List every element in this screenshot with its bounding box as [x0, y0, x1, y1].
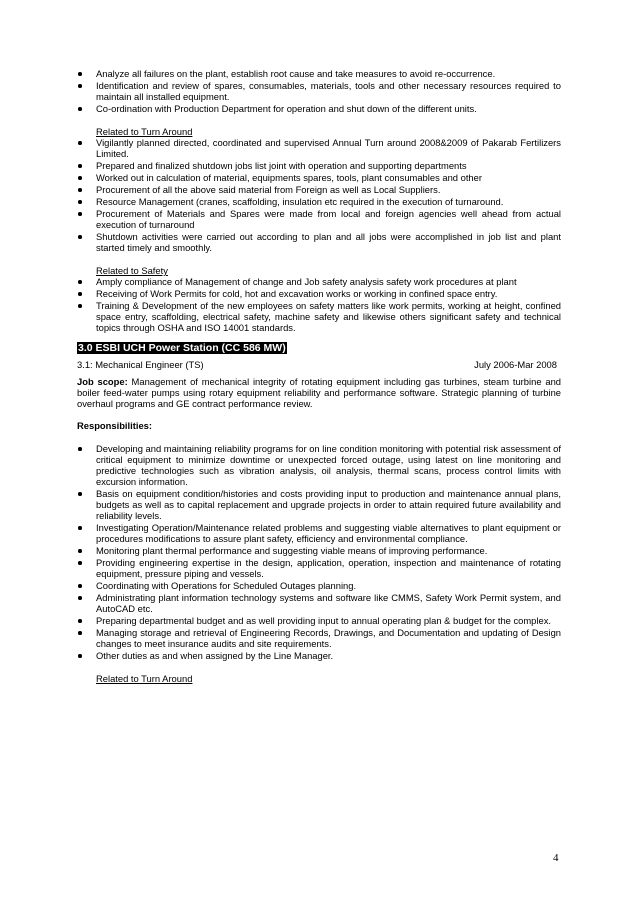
list-item: Investigating Operation/Maintenance related problems and suggesting viable alternatives to plant equipment or procedures modifications to assure plant safety, efficiency and environmental compliance. — [77, 522, 561, 544]
list-item: Co-ordination with Production Department for operation and shut down of the different units. — [77, 103, 561, 114]
list-item: Analyze all failures on the plant, establish root cause and take measures to avoid re-occurrence. — [77, 68, 561, 79]
list-item: Monitoring plant thermal performance and suggesting viable means of improving performance. — [77, 545, 561, 556]
list-item: Administrating plant information technology systems and software like CMMS, Safety Work Permit system, and AutoCAD etc. — [77, 592, 561, 614]
maintenance-list — [77, 68, 561, 114]
list-item: Coordinating with Operations for Scheduled Outages planning. — [77, 580, 561, 591]
job-scope-label: Job scope: — [77, 376, 128, 387]
list-item: Worked out in calculation of material, equipments spares, tools, plant consumables and other — [77, 172, 561, 183]
list-item: Procurement of all the above said material from Foreign as well as Local Suppliers. — [77, 184, 561, 195]
list-item: Identification and review of spares, consumables, materials, tools and other necessary resources required to maintain all installed equipment. — [77, 80, 561, 102]
safety-list — [77, 276, 561, 333]
job-scope — [77, 376, 561, 409]
section-heading: 3.0 ESBI UCH Power Station (CC 586 MW) — [78, 342, 286, 354]
list-item: Prepared and finalized shutdown jobs list joint with operation and supporting departments — [77, 160, 561, 171]
page-number: 4 — [553, 852, 559, 864]
list-item: Other duties as and when assigned by the Line Manager. — [77, 650, 561, 661]
list-item: Vigilantly planned directed, coordinated and supervised Annual Turn around 2008&2009 of Pakarab Fertilizers Limited. — [77, 137, 561, 159]
list-item: Basis on equipment condition/histories and costs providing input to production and maintenance annual plans, budgets as well as to capital replacement and upgrade projects in order to attain required future availability and reliability levels. — [77, 488, 561, 521]
list-item: Resource Management (cranes, scaffolding, insulation etc required in the execution of turnaround. — [77, 196, 561, 207]
page-content — [77, 68, 561, 684]
role-title: 3.1: Mechanical Engineer (TS) — [77, 359, 204, 370]
turn-around-list — [77, 137, 561, 253]
responsibilities-heading: Responsibilities: — [77, 420, 153, 431]
list-item: Receiving of Work Permits for cold, hot and excavation works or working in confined space entry. — [77, 288, 561, 299]
list-item: Shutdown activities were carried out according to plan and all jobs were accomplished in job list and plant started timely and smoothly. — [77, 231, 561, 253]
job-scope-text: Management of mechanical integrity of rotating equipment including gas turbines, steam turbine and boiler feed-water pumps using rotary equipment reliability and performance software. Strategic planning of turbine overhaul programs and GE contract performance review. — [77, 376, 561, 409]
list-item: Providing engineering expertise in the design, application, operation, inspection and maintenance of rotating equipment, pressure piping and vessels. — [77, 557, 561, 579]
turn-around-heading: Related to Turn Around — [96, 126, 193, 137]
responsibilities-list — [77, 443, 561, 661]
list-item: Preparing departmental budget and as well providing input to annual operating plan & budget for the complex. — [77, 615, 561, 626]
list-item: Amply compliance of Management of change and Job safety analysis safety work procedures at plant — [77, 276, 561, 287]
list-item: Managing storage and retrieval of Engineering Records, Drawings, and Documentation and updating of Design changes to meet insurance audits and site requirements. — [77, 627, 561, 649]
list-item: Training & Development of the new employees on safety matters like work permits, working at height, confined space entry, scaffolding, electrical safety, machine safety and likewise others significant safety and technical topics through OSHA and ISO 14001 standards. — [77, 300, 561, 333]
role-line — [77, 359, 561, 370]
list-item: Procurement of Materials and Spares were made from local and foreign agencies well ahead from actual execution of turnaround — [77, 208, 561, 230]
turn-around-heading-2: Related to Turn Around — [96, 673, 193, 684]
role-dates: July 2006-Mar 2008 — [474, 359, 557, 370]
safety-heading: Related to Safety — [96, 265, 168, 276]
list-item: Developing and maintaining reliability programs for on line condition monitoring with potential risk assessment of critical equipment to minimize downtime or unexpected forced outage, using latest on line monitoring and predictive technologies such as vibration analysis, oil analysis, thermal scans, process control limits with excursion information. — [77, 443, 561, 487]
